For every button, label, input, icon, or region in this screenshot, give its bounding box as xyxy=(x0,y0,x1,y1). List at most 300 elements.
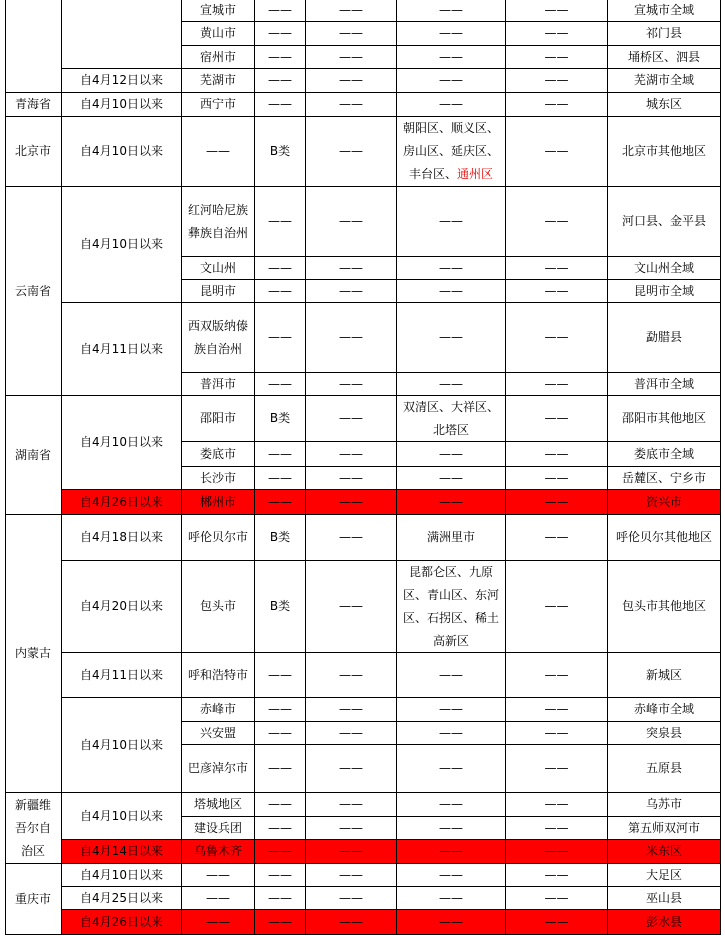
cell-other-areas xyxy=(608,257,721,280)
cell-other-areas xyxy=(608,793,721,817)
cell-text: —— xyxy=(339,144,363,158)
cell-low-risk xyxy=(506,817,608,840)
cell-low-risk xyxy=(506,793,608,817)
cell-text: —— xyxy=(544,330,569,344)
cell-text: 芜湖市 xyxy=(199,73,236,87)
cell-text: 北京市 xyxy=(14,144,51,158)
cell-city xyxy=(182,303,255,373)
cell-text: 巴彦淖尔市 xyxy=(187,761,248,775)
cell-text: —— xyxy=(544,470,569,485)
cell-text: 青海省 xyxy=(14,97,51,111)
cell-text: —— xyxy=(439,214,463,228)
cell-text: —— xyxy=(339,470,363,485)
cell-text: —— xyxy=(439,494,463,509)
cell-text: —— xyxy=(544,260,569,275)
cell-text: —— xyxy=(339,599,363,613)
cell-text: —— xyxy=(544,725,569,740)
cell-other-areas xyxy=(608,467,721,490)
cell-text: —— xyxy=(268,376,292,391)
cell-risk-class xyxy=(255,887,306,910)
cell-low-risk xyxy=(506,46,608,69)
cell-text: 自4月10日以来 xyxy=(80,237,163,251)
cell-text: 宣城市全域 xyxy=(633,3,694,17)
cell-text: —— xyxy=(544,494,569,509)
cell-date-range xyxy=(62,887,182,910)
cell-text: 自4月18日以来 xyxy=(80,530,163,544)
cell-text: —— xyxy=(439,725,463,740)
cell-other-areas xyxy=(608,515,721,561)
cell-city xyxy=(182,373,255,396)
cell-low-risk xyxy=(506,745,608,793)
cell-text: 城东区 xyxy=(645,97,682,111)
cell-text: —— xyxy=(339,761,363,775)
cell-date-range xyxy=(62,864,182,887)
cell-text: 自4月10日以来 xyxy=(80,144,163,158)
cell-text: —— xyxy=(544,702,569,716)
cell-text: —— xyxy=(439,667,463,682)
cell-text: 岳麓区、宁乡市 xyxy=(621,470,706,485)
cell-text: 宣城市 xyxy=(199,3,236,17)
cell-risk-class xyxy=(255,442,306,467)
cell-text: —— xyxy=(439,330,463,344)
cell-date-range xyxy=(62,698,182,793)
cell-other-areas xyxy=(608,561,721,653)
cell-other-areas xyxy=(608,817,721,840)
cell-other-areas xyxy=(608,373,721,396)
cell-low-risk xyxy=(506,722,608,745)
cell-text: —— xyxy=(439,470,463,485)
cell-low-risk xyxy=(506,187,608,257)
cell-text: 祁门县 xyxy=(645,26,682,40)
cell-text: —— xyxy=(544,214,569,228)
cell-text: B类 xyxy=(269,530,291,544)
cell-text: 文山州全域 xyxy=(633,260,694,275)
cell-text: 文山州 xyxy=(199,260,236,275)
cell-text: —— xyxy=(339,914,363,929)
cell-medium-risk xyxy=(397,515,506,561)
cell-city xyxy=(182,653,255,698)
cell-text: 郴州市 xyxy=(199,494,236,509)
cell-high-risk xyxy=(306,840,397,864)
cell-risk-class xyxy=(255,22,306,46)
cell-high-risk xyxy=(306,515,397,561)
cell-text: —— xyxy=(339,376,363,391)
cell-city xyxy=(182,46,255,69)
cell-risk-class xyxy=(255,722,306,745)
cell-text: 自4月10日以来 xyxy=(80,97,163,111)
cell-medium-risk xyxy=(397,467,506,490)
cell-risk-class xyxy=(255,840,306,864)
cell-date-range xyxy=(62,910,182,935)
cell-risk-class xyxy=(255,93,306,117)
cell-text: —— xyxy=(439,867,463,882)
cell-text: —— xyxy=(544,411,569,425)
cell-city xyxy=(182,442,255,467)
cell-high-risk xyxy=(306,280,397,303)
cell-text: B类 xyxy=(269,411,291,425)
cell-medium-risk xyxy=(397,490,506,515)
cell-other-areas xyxy=(608,698,721,722)
cell-text: —— xyxy=(339,867,363,882)
cell-text: —— xyxy=(544,797,569,811)
cell-text: 呼伦贝尔其他地区 xyxy=(615,530,712,544)
cell-text: 建设兵团 xyxy=(193,820,242,835)
cell-text: 昆明市全域 xyxy=(633,283,694,298)
cell-text: —— xyxy=(439,376,463,391)
cell-text: 重庆市 xyxy=(14,891,51,906)
cell-high-risk xyxy=(306,887,397,910)
cell-text: —— xyxy=(544,283,569,298)
cell-text: 宿州市 xyxy=(199,49,236,64)
cell-low-risk xyxy=(506,653,608,698)
cell-text: —— xyxy=(544,867,569,882)
cell-medium-risk xyxy=(397,396,506,442)
cell-text: —— xyxy=(339,97,363,111)
cell-city xyxy=(182,793,255,817)
cell-text: 乌鲁木齐 xyxy=(193,844,242,858)
cell-text: B类 xyxy=(269,599,291,613)
cell-high-risk xyxy=(306,373,397,396)
cell-text: —— xyxy=(268,494,292,509)
cell-text: —— xyxy=(544,890,569,905)
cell-medium-risk xyxy=(397,69,506,93)
cell-date-range xyxy=(62,0,182,69)
cell-text: —— xyxy=(544,97,569,111)
cell-city xyxy=(182,0,255,22)
cell-text: —— xyxy=(268,97,292,111)
cell-text: 第五师双河市 xyxy=(627,820,700,835)
cell-date-range xyxy=(62,117,182,187)
cell-city xyxy=(182,490,255,515)
cell-medium-risk xyxy=(397,653,506,698)
cell-risk-class xyxy=(255,280,306,303)
cell-text: —— xyxy=(268,330,292,344)
cell-text: 西宁市 xyxy=(199,97,236,111)
cell-low-risk xyxy=(506,698,608,722)
cell-text: —— xyxy=(339,667,363,682)
cell-text: 河口县、金平县 xyxy=(621,214,706,228)
cell-other-areas xyxy=(608,722,721,745)
cell-text: 包头市 xyxy=(199,599,236,613)
cell-medium-risk xyxy=(397,722,506,745)
cell-high-risk xyxy=(306,722,397,745)
cell-high-risk xyxy=(306,817,397,840)
cell-text: —— xyxy=(339,844,363,858)
cell-text: 满洲里市 xyxy=(426,530,475,544)
cell-risk-class xyxy=(255,561,306,653)
cell-risk-class xyxy=(255,303,306,373)
cell-text: 自4月10日以来 xyxy=(80,808,163,823)
cell-other-areas xyxy=(608,303,721,373)
cell-medium-risk xyxy=(397,280,506,303)
cell-region xyxy=(5,0,62,93)
cell-text: 自4月20日以来 xyxy=(80,599,163,613)
cell-high-risk xyxy=(306,561,397,653)
cell-text: 娄底市全域 xyxy=(633,446,694,461)
cell-text: 自4月10日以来 xyxy=(80,737,163,752)
cell-text: 双清区、大祥区、北塔区 xyxy=(402,399,499,437)
cell-city xyxy=(182,745,255,793)
cell-text: —— xyxy=(206,890,230,905)
cell-text: —— xyxy=(544,144,569,158)
cell-medium-risk xyxy=(397,0,506,22)
cell-low-risk xyxy=(506,22,608,46)
cell-text: 娄底市 xyxy=(199,446,236,461)
cell-text: —— xyxy=(439,914,463,929)
cell-other-areas xyxy=(608,22,721,46)
cell-risk-class xyxy=(255,793,306,817)
cell-region xyxy=(5,93,62,117)
cell-text: —— xyxy=(544,530,569,544)
cell-medium-risk xyxy=(397,442,506,467)
cell-text: —— xyxy=(268,890,292,905)
cell-text: —— xyxy=(268,283,292,298)
cell-text: 邵阳市其他地区 xyxy=(621,411,706,425)
cell-low-risk xyxy=(506,396,608,442)
cell-region xyxy=(5,515,62,793)
cell-low-risk xyxy=(506,490,608,515)
cell-date-range xyxy=(62,653,182,698)
cell-text: 西双版纳傣族自治州 xyxy=(187,318,248,356)
cell-text: —— xyxy=(439,97,463,111)
cell-text: 朝阳区、顺义区、房山区、延庆区、丰台区、通州区 xyxy=(402,121,499,181)
cell-text: —— xyxy=(268,49,292,64)
cell-text: 昆都仑区、九原区、青山区、东河区、石拐区、稀土高新区 xyxy=(402,564,499,648)
cell-text: 资兴市 xyxy=(645,494,682,509)
cell-text: —— xyxy=(339,283,363,298)
cell-text: —— xyxy=(206,867,230,882)
cell-text: —— xyxy=(339,702,363,716)
cell-text: 内蒙古 xyxy=(14,646,51,660)
cell-medium-risk xyxy=(397,257,506,280)
cell-risk-class xyxy=(255,373,306,396)
cell-high-risk xyxy=(306,698,397,722)
cell-other-areas xyxy=(608,69,721,93)
cell-text: —— xyxy=(339,494,363,509)
cell-date-range xyxy=(62,793,182,840)
cell-city xyxy=(182,467,255,490)
cell-other-areas xyxy=(608,187,721,257)
cell-text: —— xyxy=(544,3,569,17)
cell-date-range xyxy=(62,396,182,490)
cell-text: —— xyxy=(268,761,292,775)
cell-low-risk xyxy=(506,280,608,303)
cell-medium-risk xyxy=(397,910,506,935)
highlighted-district: 通州区 xyxy=(457,167,494,181)
cell-medium-risk xyxy=(397,46,506,69)
cell-other-areas xyxy=(608,93,721,117)
cell-low-risk xyxy=(506,303,608,373)
cell-text: —— xyxy=(339,3,363,17)
cell-other-areas xyxy=(608,887,721,910)
cell-text: —— xyxy=(206,914,230,929)
cell-text: —— xyxy=(439,260,463,275)
cell-text: —— xyxy=(439,283,463,298)
cell-text: 普洱市全域 xyxy=(633,376,694,391)
cell-text: 邵阳市 xyxy=(199,411,236,425)
cell-text: —— xyxy=(439,446,463,461)
cell-text: —— xyxy=(544,844,569,858)
cell-city xyxy=(182,396,255,442)
cell-text: 黄山市 xyxy=(199,26,236,40)
table-left-border xyxy=(5,0,6,935)
cell-text: —— xyxy=(268,844,292,858)
cell-text: 赤峰市全域 xyxy=(633,702,694,716)
cell-low-risk xyxy=(506,864,608,887)
cell-text: —— xyxy=(206,144,230,158)
cell-text: —— xyxy=(544,49,569,64)
cell-text: —— xyxy=(268,260,292,275)
cell-date-range xyxy=(62,69,182,93)
cell-region xyxy=(5,396,62,515)
cell-text: —— xyxy=(544,599,569,613)
cell-low-risk xyxy=(506,257,608,280)
cell-text: 勐腊县 xyxy=(645,330,682,344)
cell-high-risk xyxy=(306,257,397,280)
cell-risk-class xyxy=(255,864,306,887)
cell-city xyxy=(182,257,255,280)
cell-text: —— xyxy=(439,26,463,40)
cell-low-risk xyxy=(506,840,608,864)
cell-low-risk xyxy=(506,887,608,910)
cell-high-risk xyxy=(306,303,397,373)
cell-region xyxy=(5,864,62,935)
cell-text: —— xyxy=(439,702,463,716)
cell-high-risk xyxy=(306,187,397,257)
cell-risk-class xyxy=(255,396,306,442)
cell-low-risk xyxy=(506,69,608,93)
cell-text: —— xyxy=(439,890,463,905)
cell-date-range xyxy=(62,303,182,396)
cell-high-risk xyxy=(306,69,397,93)
cell-city xyxy=(182,840,255,864)
cell-risk-class xyxy=(255,467,306,490)
cell-text: 自4月11日以来 xyxy=(80,667,163,682)
cell-text: —— xyxy=(339,530,363,544)
cell-high-risk xyxy=(306,490,397,515)
cell-medium-risk xyxy=(397,22,506,46)
cell-text: —— xyxy=(439,761,463,775)
cell-text: 普洱市 xyxy=(199,376,236,391)
cell-region xyxy=(5,117,62,187)
cell-text: 新疆维吾尔自治区 xyxy=(14,797,51,858)
cell-risk-class xyxy=(255,117,306,187)
cell-risk-class xyxy=(255,0,306,22)
cell-high-risk xyxy=(306,22,397,46)
cell-medium-risk xyxy=(397,561,506,653)
cell-other-areas xyxy=(608,442,721,467)
cell-text: —— xyxy=(268,3,292,17)
cell-text: —— xyxy=(544,667,569,682)
cell-text: 自4月11日以来 xyxy=(80,341,163,356)
cell-high-risk xyxy=(306,745,397,793)
cell-text: 包头市其他地区 xyxy=(621,599,706,613)
cell-city xyxy=(182,887,255,910)
cell-city xyxy=(182,864,255,887)
cell-other-areas xyxy=(608,864,721,887)
cell-text: —— xyxy=(268,73,292,87)
cell-text: —— xyxy=(339,73,363,87)
cell-date-range xyxy=(62,515,182,561)
cell-text: 赤峰市 xyxy=(199,702,236,716)
cell-other-areas xyxy=(608,117,721,187)
cell-text: —— xyxy=(339,797,363,811)
cell-city xyxy=(182,69,255,93)
cell-high-risk xyxy=(306,910,397,935)
cell-risk-class xyxy=(255,698,306,722)
cell-city xyxy=(182,187,255,257)
cell-high-risk xyxy=(306,46,397,69)
cell-low-risk xyxy=(506,117,608,187)
cell-text: —— xyxy=(268,867,292,882)
cell-city xyxy=(182,280,255,303)
cell-text: 长沙市 xyxy=(199,470,236,485)
cell-medium-risk xyxy=(397,817,506,840)
cell-high-risk xyxy=(306,396,397,442)
cell-city xyxy=(182,698,255,722)
cell-risk-class xyxy=(255,910,306,935)
cell-text: —— xyxy=(544,73,569,87)
cell-text: 突泉县 xyxy=(645,725,682,740)
cell-other-areas xyxy=(608,490,721,515)
cell-risk-class xyxy=(255,257,306,280)
cell-text: 昆明市 xyxy=(199,283,236,298)
cell-city xyxy=(182,117,255,187)
cell-text: —— xyxy=(439,73,463,87)
cell-text: —— xyxy=(544,761,569,775)
cell-other-areas xyxy=(608,0,721,22)
cell-high-risk xyxy=(306,864,397,887)
cell-medium-risk xyxy=(397,887,506,910)
cell-text: —— xyxy=(439,820,463,835)
cell-text: —— xyxy=(439,797,463,811)
cell-text: —— xyxy=(339,446,363,461)
cell-high-risk xyxy=(306,442,397,467)
cell-low-risk xyxy=(506,0,608,22)
cell-region xyxy=(5,187,62,396)
cell-risk-class xyxy=(255,187,306,257)
cell-text: —— xyxy=(268,820,292,835)
cell-text: —— xyxy=(268,470,292,485)
cell-text: —— xyxy=(544,914,569,929)
cell-low-risk xyxy=(506,373,608,396)
cell-text: —— xyxy=(439,844,463,858)
cell-high-risk xyxy=(306,0,397,22)
cell-text: —— xyxy=(544,26,569,40)
cell-medium-risk xyxy=(397,373,506,396)
cell-medium-risk xyxy=(397,745,506,793)
cell-low-risk xyxy=(506,561,608,653)
cell-text: —— xyxy=(339,214,363,228)
cell-region xyxy=(5,793,62,864)
cell-text: 自4月10日以来 xyxy=(80,435,163,449)
cell-text: 大足区 xyxy=(645,867,682,882)
cell-text: —— xyxy=(339,330,363,344)
cell-text: —— xyxy=(339,260,363,275)
cell-text: 自4月14日以来 xyxy=(80,844,163,858)
cell-high-risk xyxy=(306,117,397,187)
cell-city xyxy=(182,817,255,840)
cell-text: 红河哈尼族彝族自治州 xyxy=(187,202,248,240)
cell-risk-class xyxy=(255,69,306,93)
cell-city xyxy=(182,561,255,653)
cell-city xyxy=(182,93,255,117)
cell-city xyxy=(182,22,255,46)
cell-low-risk xyxy=(506,93,608,117)
cell-text: 五原县 xyxy=(645,761,682,775)
cell-city xyxy=(182,722,255,745)
cell-other-areas xyxy=(608,745,721,793)
